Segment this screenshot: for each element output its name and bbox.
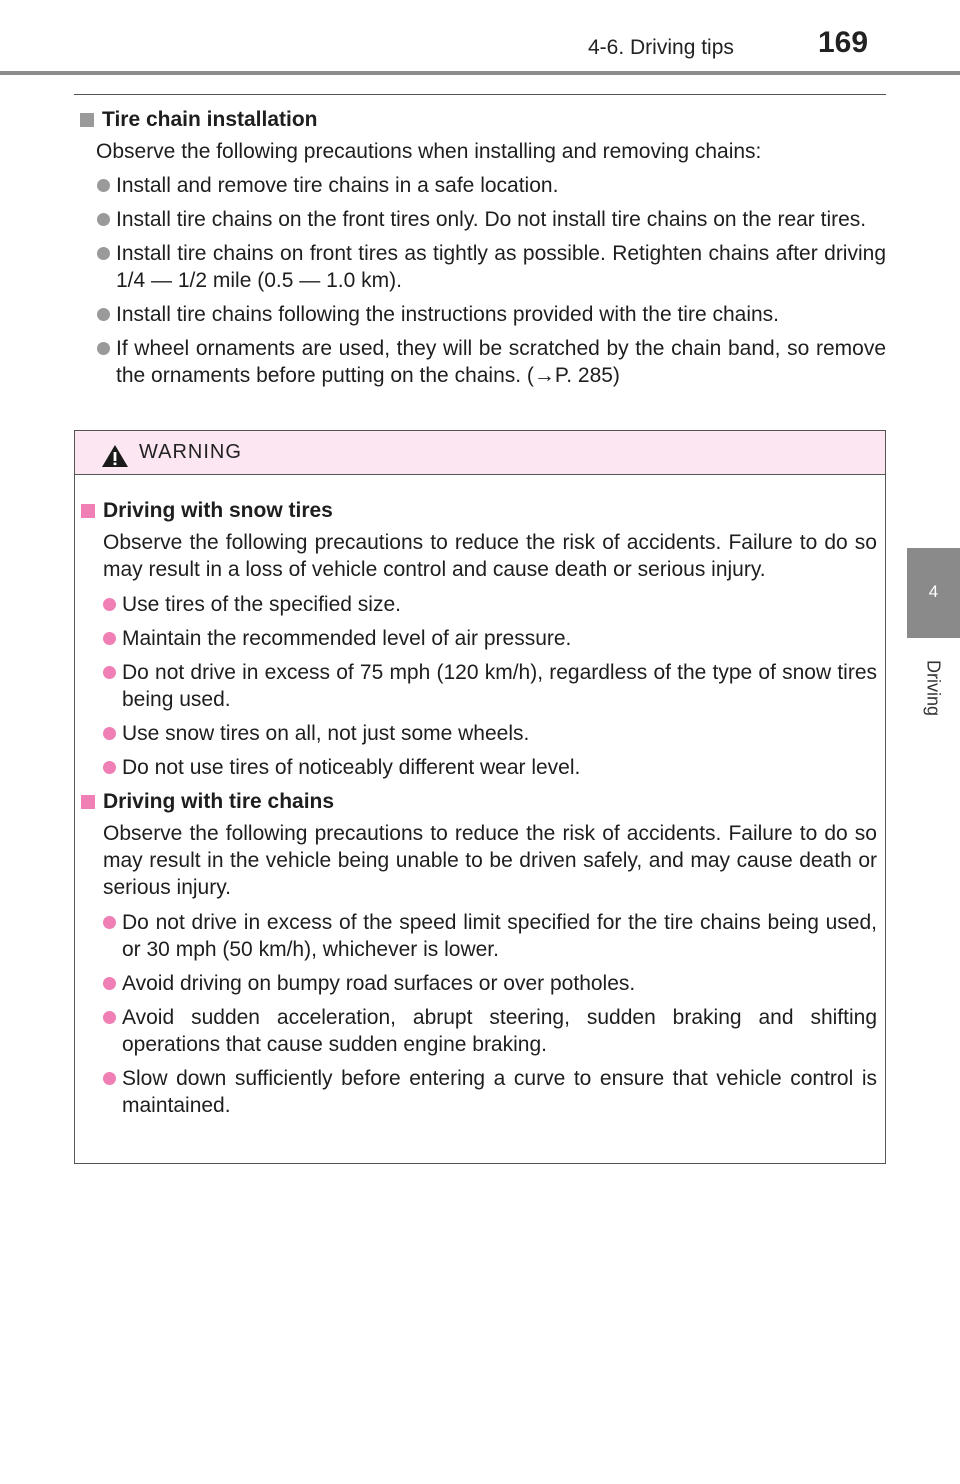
circle-bullet-icon bbox=[97, 213, 110, 226]
warning-intro: Observe the following precautions to reduce the risk of accidents. Failure to do so may result in the vehicle being unable to be driven safely, and may cause death or serious injury. bbox=[103, 822, 877, 899]
list-item: Install tire chains following the instructions provided with the tire chains. bbox=[80, 301, 886, 328]
header-rule bbox=[0, 71, 960, 75]
bullet-list bbox=[80, 172, 886, 389]
bullet-list bbox=[81, 591, 877, 781]
list-item: If wheel ornaments are used, they will be scratched by the chain band, so remove the ornaments before putting on the chains. (→P. 285) bbox=[80, 335, 886, 389]
circle-bullet-icon bbox=[97, 247, 110, 260]
chapter-tab bbox=[907, 548, 960, 638]
list-item: Maintain the recommended level of air pressure. bbox=[81, 625, 877, 652]
content-top-rule bbox=[74, 94, 886, 95]
page-number: 169 bbox=[818, 26, 869, 59]
list-item: Avoid sudden acceleration, abrupt steering, sudden braking and shifting operations that cause sudden engine braking. bbox=[81, 1004, 877, 1058]
circle-bullet-icon bbox=[103, 727, 116, 740]
circle-bullet-icon bbox=[103, 1011, 116, 1024]
warning-box bbox=[74, 430, 886, 1164]
list-item: Install tire chains on front tires as tightly as possible. Retighten chains after driving 1/4 — 1/2 mile (0.5 — 1.0 km). bbox=[80, 240, 886, 294]
list-item: Do not use tires of noticeably different wear level. bbox=[81, 754, 877, 781]
list-item: Do not drive in excess of the speed limit specified for the tire chains being used, or 30 mph (50 km/h), whichever is lower. bbox=[81, 909, 877, 963]
circle-bullet-icon bbox=[103, 761, 116, 774]
tire-chain-installation-section bbox=[80, 106, 886, 396]
circle-bullet-icon bbox=[97, 308, 110, 321]
list-item: Slow down sufficiently before entering a curve to ensure that vehicle control is maintained. bbox=[81, 1065, 877, 1119]
warning-subheading: Driving with snow tires bbox=[81, 497, 877, 524]
section-heading: Tire chain installation bbox=[80, 106, 886, 133]
warning-subheading: Driving with tire chains bbox=[81, 788, 877, 815]
square-bullet-icon bbox=[80, 113, 94, 127]
section-title: 4-6. Driving tips bbox=[588, 36, 734, 59]
warning-intro: Observe the following precautions to reduce the risk of accidents. Failure to do so may result in a loss of vehicle control and cause death or serious injury. bbox=[103, 531, 877, 581]
warning-body bbox=[75, 475, 885, 1119]
list-item: Use snow tires on all, not just some wheels. bbox=[81, 720, 877, 747]
bullet-list bbox=[81, 909, 877, 1119]
circle-bullet-icon bbox=[97, 179, 110, 192]
warning-header bbox=[75, 431, 885, 475]
circle-bullet-icon bbox=[97, 342, 110, 355]
list-item: Use tires of the specified size. bbox=[81, 591, 877, 618]
list-item: Do not drive in excess of 75 mph (120 km/h), regardless of the type of snow tires being used. bbox=[81, 659, 877, 713]
circle-bullet-icon bbox=[103, 977, 116, 990]
warning-triangle-icon bbox=[101, 444, 129, 468]
chapter-label: Driving bbox=[923, 659, 944, 717]
circle-bullet-icon bbox=[103, 598, 116, 611]
list-item: Avoid driving on bumpy road surfaces or over potholes. bbox=[81, 970, 877, 997]
circle-bullet-icon bbox=[103, 632, 116, 645]
warning-title: WARNING bbox=[139, 441, 242, 463]
circle-bullet-icon bbox=[103, 1072, 116, 1085]
list-item: Install and remove tire chains in a safe location. bbox=[80, 172, 886, 199]
list-item: Install tire chains on the front tires only. Do not install tire chains on the rear tires. bbox=[80, 206, 886, 233]
circle-bullet-icon bbox=[103, 666, 116, 679]
square-bullet-icon bbox=[81, 504, 95, 518]
chapter-number: 4 bbox=[928, 582, 939, 601]
section-intro: Observe the following precautions when installing and removing chains: bbox=[96, 140, 762, 163]
circle-bullet-icon bbox=[103, 916, 116, 929]
square-bullet-icon bbox=[81, 795, 95, 809]
